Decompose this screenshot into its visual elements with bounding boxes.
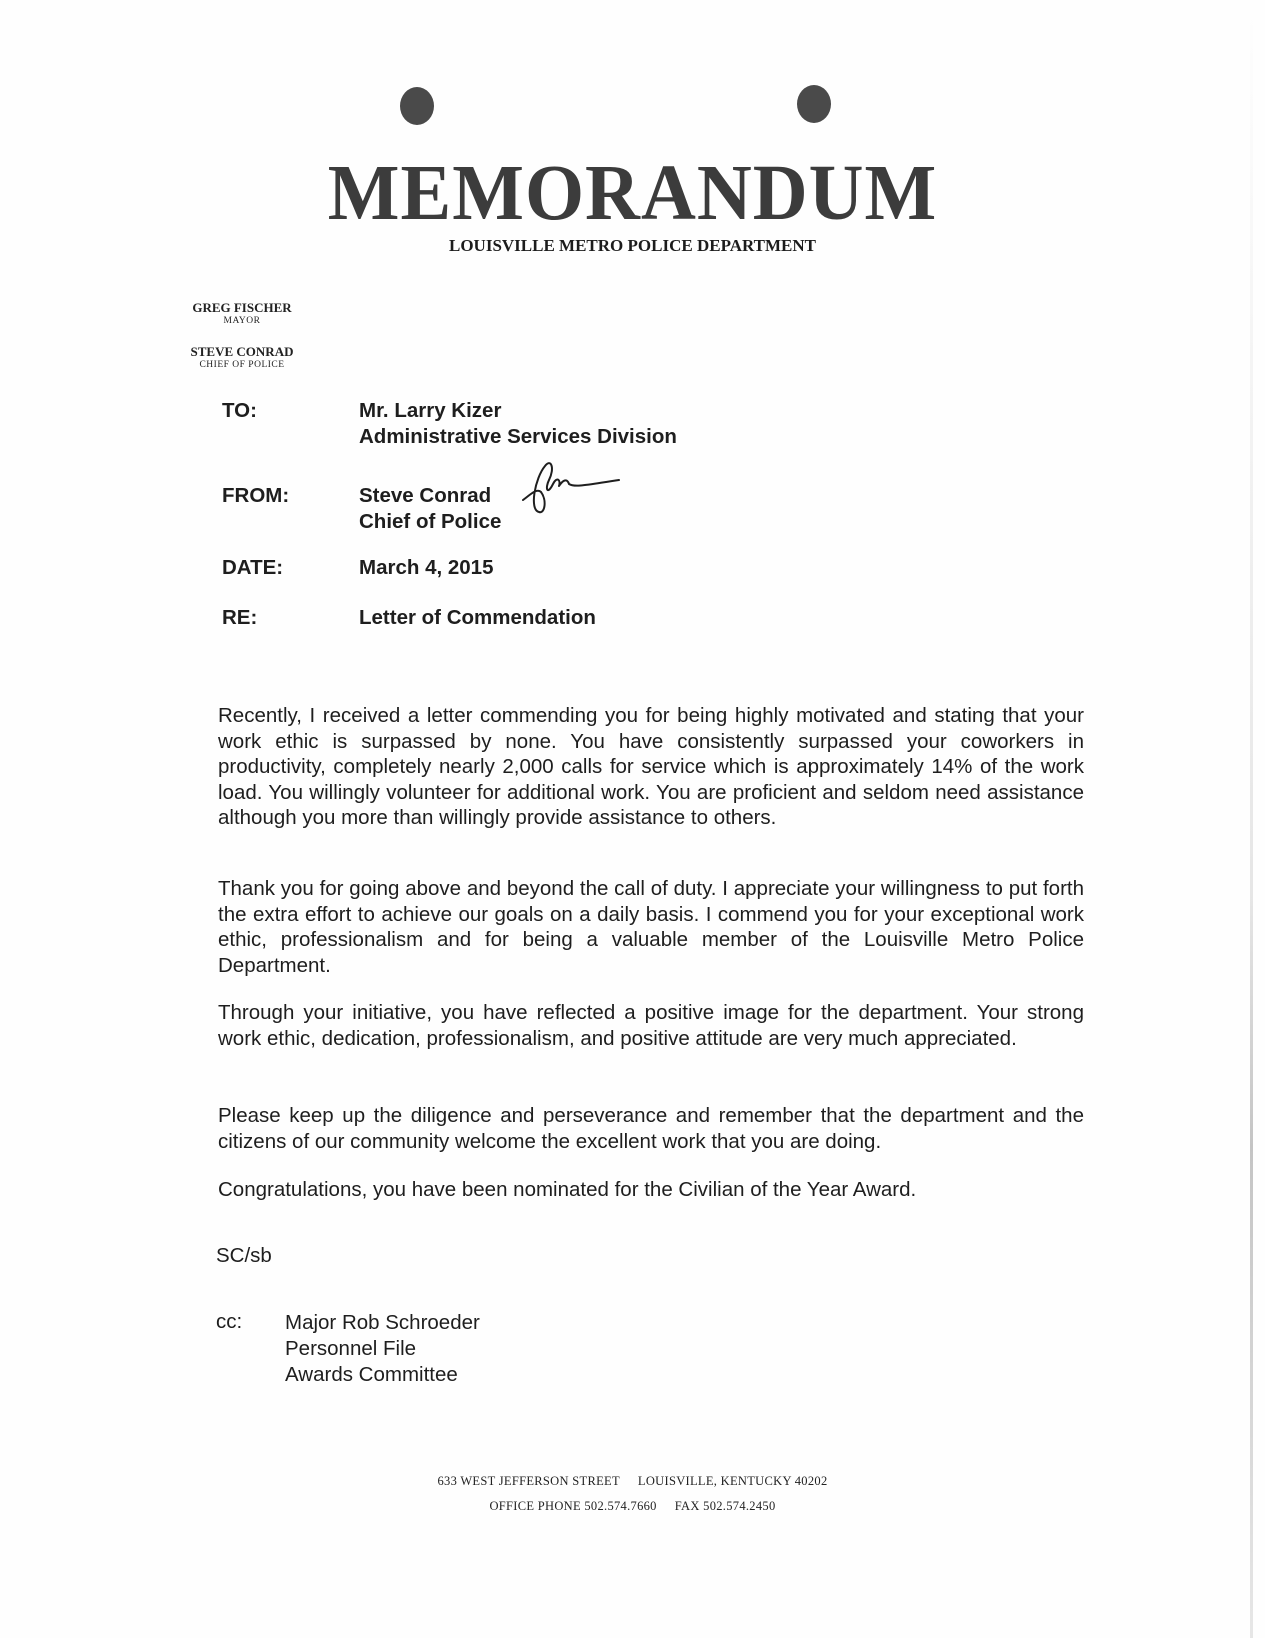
official-name: STEVE CONRAD (190, 344, 294, 359)
to-division: Administrative Services Division (359, 425, 677, 448)
re-subject: Letter of Commendation (359, 606, 596, 629)
typist-initials: SC/sb (216, 1244, 272, 1267)
re-label: RE: (222, 606, 258, 629)
body-paragraph-1: Recently, I received a letter commending you for being highly motivated and stating that your work ethic is surpassed by none. You have consistently surpassed your coworkers in productivity, completely nearly 2,000 calls for service which is approximately 14% of the work load. You willingly volunteer for additional work. You are proficient and seldom need assistance although you more than willingly provide assistance to others. (218, 704, 1084, 829)
date-label: DATE: (222, 556, 284, 579)
footer-address (0, 1474, 1265, 1489)
footer-fax: 502.574.2450 (703, 1499, 776, 1513)
official-role: CHIEF OF POLICE (199, 360, 285, 370)
official-name: GREG FISCHER (192, 300, 292, 315)
to-label: TO: (222, 399, 257, 422)
footer-fax-label: FAX (674, 1499, 700, 1513)
official-mayor (172, 300, 312, 326)
body-paragraph-5: Congratulations, you have been nominated for the Civilian of the Year Award. (218, 1178, 917, 1201)
from-label: FROM: (222, 484, 290, 507)
signature-icon (515, 458, 645, 528)
hole-punch-right (797, 85, 831, 123)
cc-recipient: Major Rob Schroeder (285, 1311, 480, 1334)
hole-punch-left (400, 87, 434, 125)
cc-label: cc: (216, 1310, 243, 1333)
footer-phone: 502.574.7660 (584, 1499, 657, 1513)
official-chief (172, 344, 312, 370)
body-paragraph-4: Please keep up the diligence and perseverance and remember that the department and the citizens of our community welcome the excellent work that you are doing. (218, 1104, 1084, 1153)
cc-list (285, 1310, 480, 1388)
body-paragraph-2: Thank you for going above and beyond the call of duty. I appreciate your willingness to put forth the extra effort to achieve our goals on a daily basis. I commend you for your exceptional work ethic, professionalism and for being a valuable member of the Louisville Metro Police Department. (218, 877, 1084, 977)
department-name: LOUISVILLE METRO POLICE DEPARTMENT (448, 236, 816, 255)
footer-street: 633 WEST JEFFERSON STREET (437, 1474, 620, 1488)
cc-recipient: Personnel File (285, 1337, 417, 1360)
body-paragraph-3: Through your initiative, you have reflected a positive image for the department. Your strong work ethic, dedication, professionalism, and positive attitude are very much appreciated. (218, 1001, 1084, 1050)
cc-recipient: Awards Committee (285, 1363, 458, 1386)
official-role: MAYOR (223, 316, 261, 326)
footer-city: LOUISVILLE, KENTUCKY 40202 (637, 1474, 828, 1488)
to-recipient: Mr. Larry Kizer (359, 399, 502, 422)
date-value: March 4, 2015 (359, 556, 494, 579)
from-title: Chief of Police (359, 510, 502, 533)
from-sender: Steve Conrad (359, 484, 492, 507)
memo-title: MEMORANDUM (327, 148, 938, 238)
footer-phone-label: OFFICE PHONE (489, 1499, 581, 1513)
footer-contact (0, 1499, 1265, 1514)
officials-block (172, 300, 312, 370)
